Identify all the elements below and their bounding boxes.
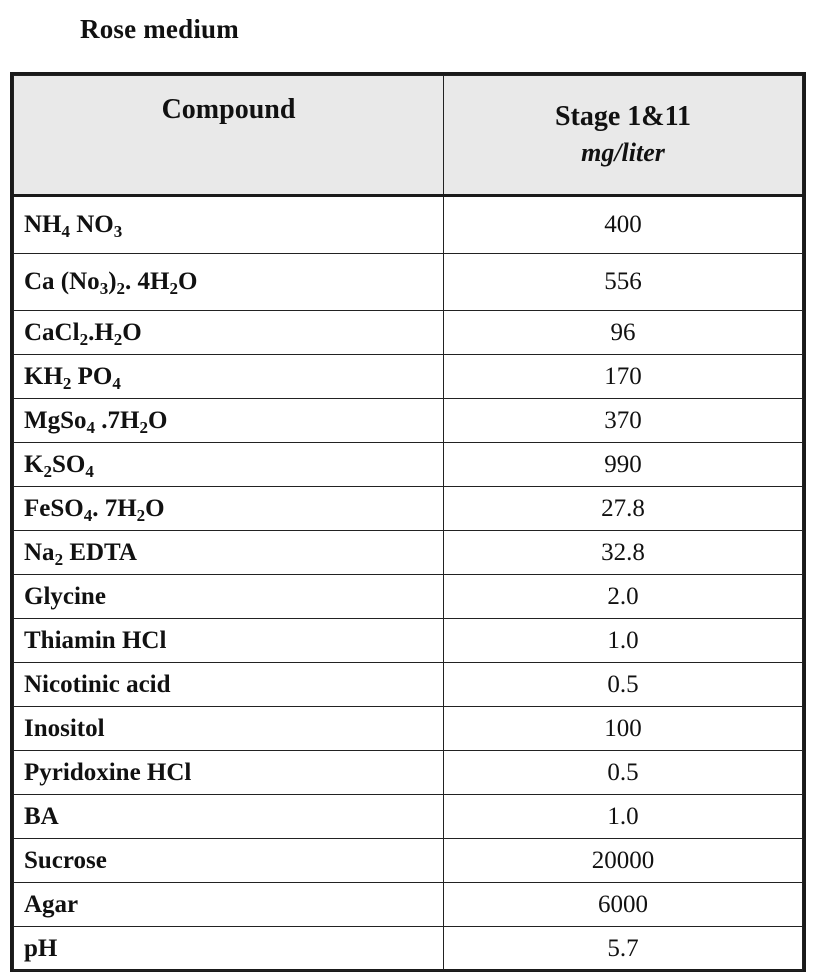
formula-subscript: 4 xyxy=(112,373,121,393)
compound-text: Ca (No xyxy=(24,268,100,295)
compound-cell xyxy=(14,795,444,839)
table-body xyxy=(14,196,803,971)
table-row xyxy=(14,196,803,254)
compound-table xyxy=(13,75,803,971)
formula-subscript: 4 xyxy=(86,417,95,437)
compound-text: FeSO xyxy=(24,494,84,522)
table-row xyxy=(14,927,803,971)
value-cell: 27.8 xyxy=(444,487,803,531)
medium-table xyxy=(10,72,806,972)
formula-subscript: 2 xyxy=(139,417,148,437)
table-row xyxy=(14,399,803,443)
value-cell: 2.0 xyxy=(444,575,803,619)
table-row xyxy=(14,707,803,751)
value-cell: 5.7 xyxy=(444,927,803,971)
compound-text: . 7H xyxy=(92,494,137,522)
compound-cell xyxy=(14,883,444,927)
compound-text: ) xyxy=(108,268,117,295)
value-cell: 170 xyxy=(444,355,803,399)
compound-cell xyxy=(14,663,444,707)
formula-subscript: 4 xyxy=(61,222,70,242)
compound-cell xyxy=(14,355,444,399)
table-row xyxy=(14,751,803,795)
compound-text: Agar xyxy=(24,890,79,918)
compound-text: NO xyxy=(70,211,114,238)
table-row xyxy=(14,531,803,575)
header-stage-label: Stage 1&11 xyxy=(554,101,692,132)
value-cell: 400 xyxy=(444,196,803,254)
compound-text: KH xyxy=(24,362,63,390)
formula-subscript: 2 xyxy=(113,329,123,349)
page-title: Rose medium xyxy=(80,14,239,44)
compound-cell xyxy=(14,254,444,311)
table-row xyxy=(14,443,803,487)
formula-subscript: 2 xyxy=(116,279,126,299)
compound-cell xyxy=(14,196,444,254)
value-cell: 0.5 xyxy=(444,663,803,707)
compound-text: NH xyxy=(24,211,62,238)
compound-cell xyxy=(14,399,444,443)
formula-subscript: 4 xyxy=(85,461,94,481)
compound-text: pH xyxy=(24,934,58,962)
formula-subscript: 2 xyxy=(79,329,89,349)
table-row xyxy=(14,575,803,619)
value-cell: 6000 xyxy=(444,883,803,927)
table-row xyxy=(14,311,803,355)
value-cell: 20000 xyxy=(444,839,803,883)
value-cell: 32.8 xyxy=(444,531,803,575)
compound-text: Glycine xyxy=(24,582,106,610)
header-stage xyxy=(444,76,803,196)
value-cell: 556 xyxy=(444,254,803,311)
compound-text: SO xyxy=(51,450,86,478)
table-row xyxy=(14,355,803,399)
compound-text: K xyxy=(24,450,44,478)
compound-text: O xyxy=(177,268,198,295)
compound-text: O xyxy=(122,318,142,346)
formula-subscript: 2 xyxy=(169,279,178,299)
table-row xyxy=(14,487,803,531)
formula-subscript: 2 xyxy=(43,461,52,481)
compound-text: .7H xyxy=(95,406,140,434)
formula-subscript: 3 xyxy=(113,222,123,242)
value-cell: 1.0 xyxy=(444,619,803,663)
compound-cell xyxy=(14,619,444,663)
compound-cell xyxy=(14,707,444,751)
compound-text: Na xyxy=(24,538,55,566)
table-row xyxy=(14,795,803,839)
compound-cell xyxy=(14,443,444,487)
table-row xyxy=(14,619,803,663)
compound-text: Pyridoxine HCl xyxy=(24,758,192,786)
compound-text: BA xyxy=(24,802,59,830)
value-cell: 96 xyxy=(444,311,803,355)
formula-subscript: 2 xyxy=(54,549,64,569)
formula-subscript: 4 xyxy=(83,505,93,525)
table-row xyxy=(14,839,803,883)
compound-text: Thiamin HCl xyxy=(24,626,167,654)
formula-subscript: 2 xyxy=(136,505,146,525)
compound-cell xyxy=(14,575,444,619)
header-unit: mg/liter xyxy=(581,138,665,167)
table-row xyxy=(14,883,803,927)
compound-text: . 4H xyxy=(125,268,170,295)
table-row xyxy=(14,254,803,311)
compound-text: O xyxy=(145,494,165,522)
compound-cell xyxy=(14,839,444,883)
value-cell: 990 xyxy=(444,443,803,487)
compound-text: Sucrose xyxy=(24,846,107,874)
compound-text: Inositol xyxy=(24,714,105,742)
formula-subscript: 3 xyxy=(99,279,109,299)
value-cell: 1.0 xyxy=(444,795,803,839)
value-cell: 100 xyxy=(444,707,803,751)
compound-cell xyxy=(14,531,444,575)
compound-cell xyxy=(14,311,444,355)
compound-text: Nicotinic acid xyxy=(24,670,171,698)
compound-text: EDTA xyxy=(63,538,137,566)
header-compound: Compound xyxy=(14,76,444,196)
compound-text: PO xyxy=(71,362,113,390)
table-row xyxy=(14,663,803,707)
value-cell: 0.5 xyxy=(444,751,803,795)
compound-text: CaCl xyxy=(24,318,80,346)
compound-text: O xyxy=(147,406,168,434)
compound-text: MgSo xyxy=(24,406,87,434)
compound-text: .H xyxy=(88,318,114,346)
value-cell: 370 xyxy=(444,399,803,443)
compound-cell xyxy=(14,751,444,795)
formula-subscript: 2 xyxy=(62,373,72,393)
table-header-row xyxy=(14,76,803,196)
compound-cell xyxy=(14,927,444,971)
compound-cell xyxy=(14,487,444,531)
